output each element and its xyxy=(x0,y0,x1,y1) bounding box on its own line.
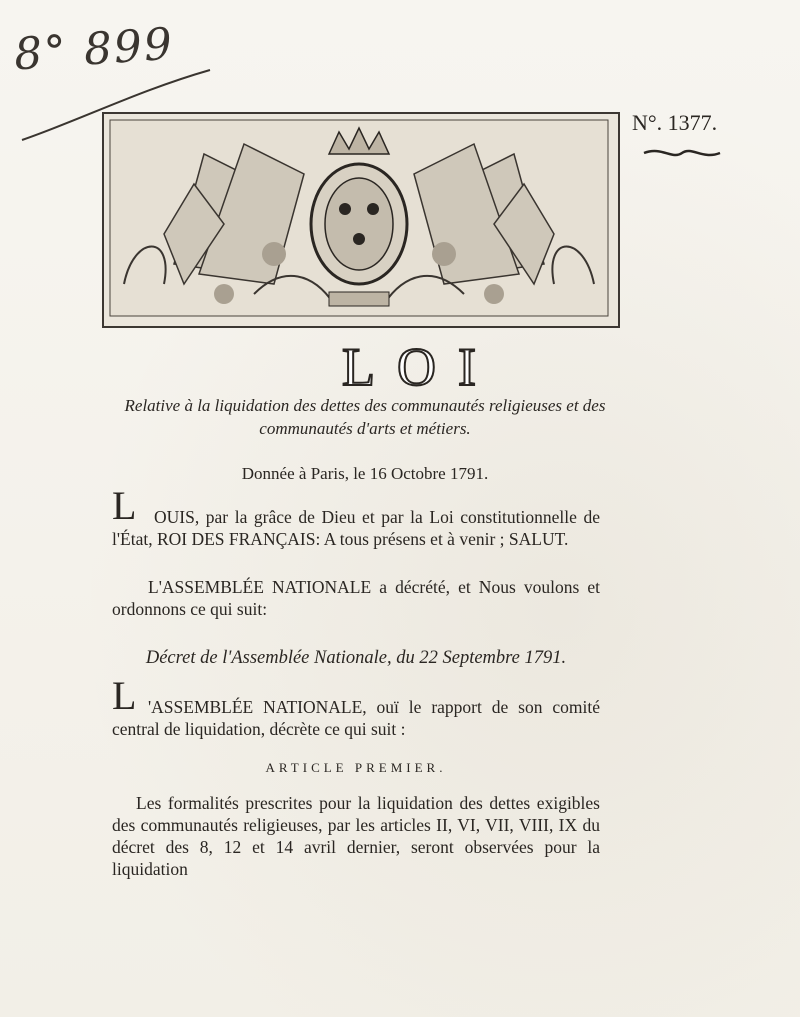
coat-of-arms-engraving xyxy=(104,114,614,322)
law-title: LOI xyxy=(342,337,498,397)
date-line: Donnée à Paris, le 16 Octobre 1791. xyxy=(241,464,489,483)
handwritten-call-number: 8° 899 xyxy=(12,18,176,81)
drop-cap-l-2: L xyxy=(112,673,137,718)
law-subtitle: Relative à la liquidation des dettes des communautés religieuses et des communautés d'arts et métiers. xyxy=(124,396,606,438)
flourish-ornament xyxy=(642,146,722,160)
document-number: N°. 1377. xyxy=(632,110,718,135)
article-heading: ARTICLE PREMIER. xyxy=(265,760,447,775)
drop-cap-l: L xyxy=(112,483,137,528)
decree-preamble: 'ASSEMBLÉE NATIONALE, ouï le rapport de son comité central de liquidation, décrète ce qui suit : xyxy=(112,697,600,739)
decree-heading: Décret de l'Assemblée Nationale, du 22 Septembre 1791. xyxy=(145,648,567,668)
royal-preamble: OUIS, par la grâce de Dieu et par la Loi constitutionnelle de l'État, ROI DES FRANÇAIS: A tous présens et à venir ; SALUT. xyxy=(112,507,600,549)
assembly-enactment: L'ASSEMBLÉE NATIONALE a décrété, et Nous voulons et ordonnons ce qui suit: xyxy=(112,577,600,619)
article-text: Les formalités prescrites pour la liquidation des dettes exigibles des communautés religieuses, par les articles II, VI, VII, VIII, IX du décret des 8, 12 et 14 avril dernier, seront observées pour la liquidation xyxy=(112,793,600,879)
royal-arms-vignette xyxy=(102,112,620,328)
